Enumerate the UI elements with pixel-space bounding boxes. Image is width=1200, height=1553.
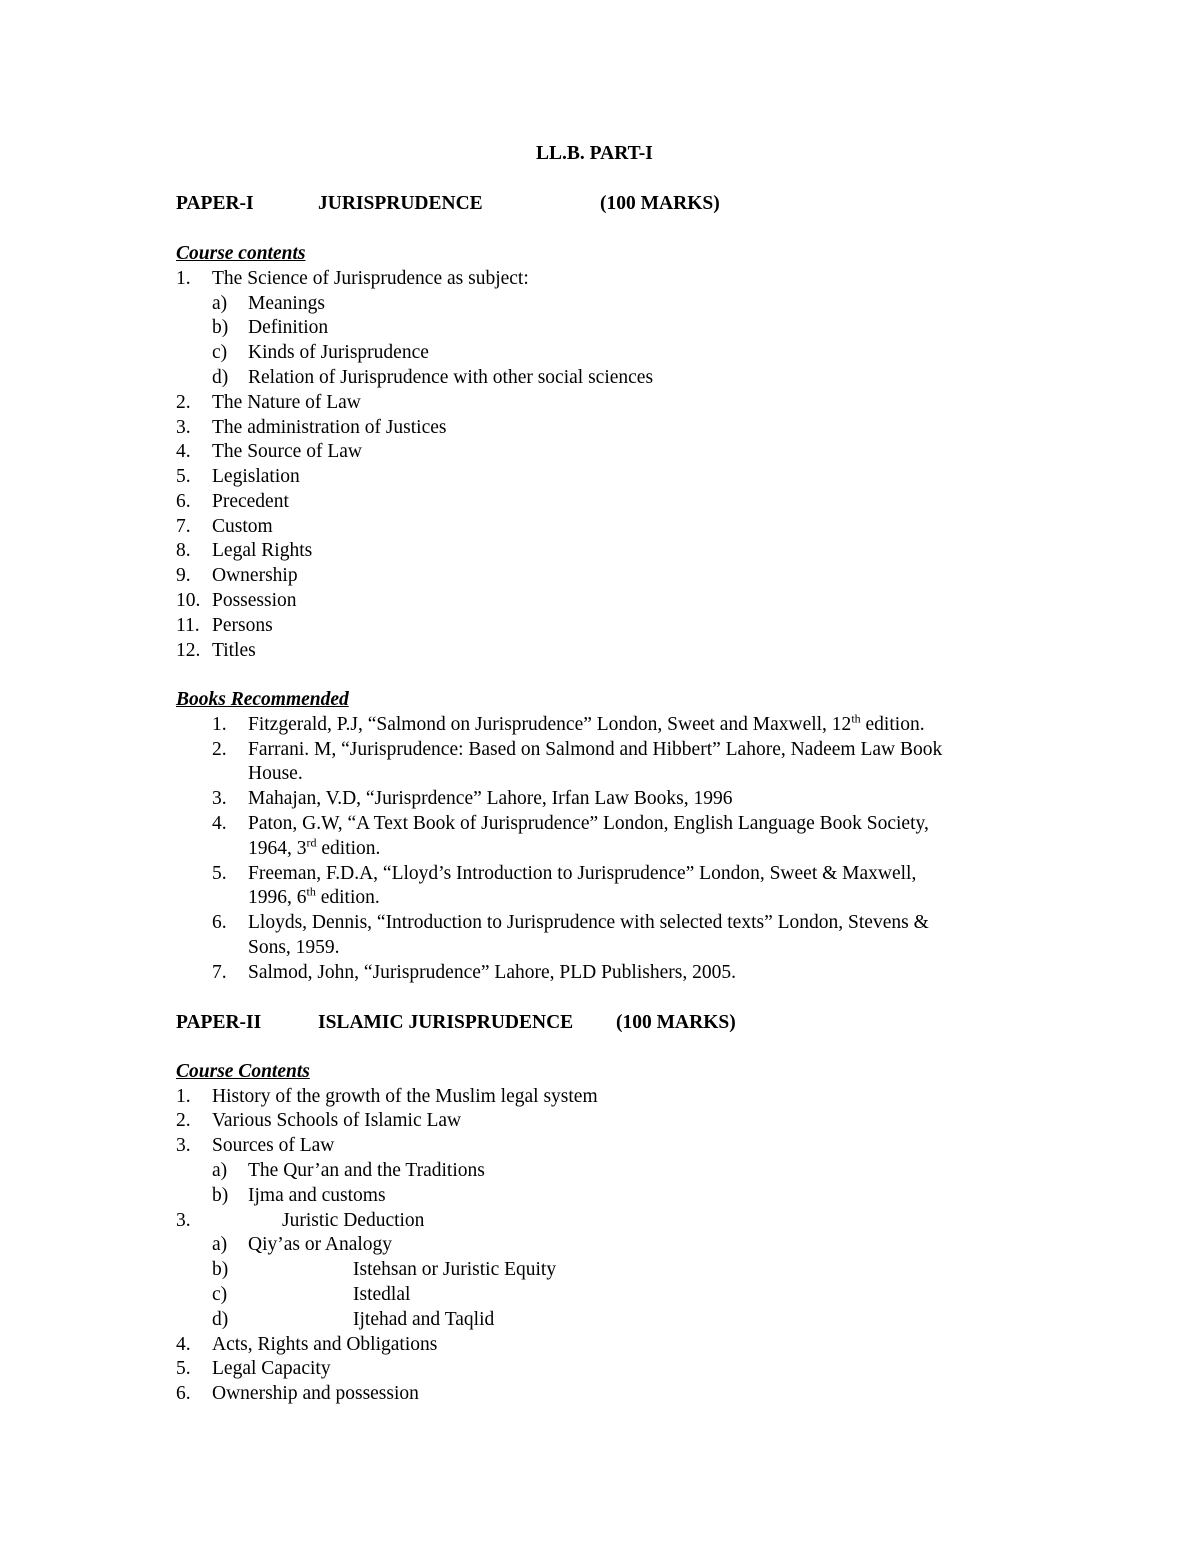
sub-item: Istehsan or Juristic Equity	[353, 1259, 557, 1280]
sub-item: Qiy’as or Analogy	[248, 1234, 393, 1255]
list-item-number: 7.	[176, 516, 191, 537]
ordinal-suffix: th	[306, 884, 316, 899]
book-number: 1.	[212, 714, 227, 735]
book-entry: Paton, G.W, “A Text Book of Jurisprudence” London, English Language Book Society,	[248, 813, 929, 834]
paper2-course-heading: Course Contents	[176, 1061, 310, 1082]
paper2-marks: (100 MARKS)	[616, 1012, 736, 1033]
sub-item: Definition	[248, 317, 329, 338]
book-entry-continued: Sons, 1959.	[248, 937, 340, 958]
sub-item-letter: b)	[212, 317, 229, 338]
book-entry-continued	[248, 837, 380, 861]
sub-item: Istedlal	[353, 1284, 411, 1305]
list-item-number: 3.	[176, 1210, 191, 1231]
sub-item-letter: c)	[212, 342, 228, 363]
list-item-number: 2.	[176, 392, 191, 413]
sub-item-letter: a)	[212, 293, 228, 314]
book-text-end: edition.	[316, 838, 381, 859]
list-item: The Nature of Law	[212, 392, 361, 413]
list-item: The Science of Jurisprudence as subject:	[212, 268, 529, 289]
sub-item: Relation of Jurisprudence with other social sciences	[248, 367, 654, 388]
paper1-course-heading: Course contents	[176, 243, 306, 264]
paper1-marks: (100 MARKS)	[600, 193, 720, 214]
list-item-number: 10.	[176, 590, 201, 611]
list-item: Acts, Rights and Obligations	[212, 1334, 438, 1355]
sub-item: Kinds of Jurisprudence	[248, 342, 429, 363]
list-item-number: 2.	[176, 1110, 191, 1131]
book-number: 6.	[212, 912, 227, 933]
list-item: History of the growth of the Muslim legal system	[212, 1086, 598, 1107]
list-item: Juristic Deduction	[282, 1210, 425, 1231]
paper2-name: ISLAMIC JURISPRUDENCE	[318, 1012, 574, 1033]
sub-item: The Qur’an and the Traditions	[248, 1160, 485, 1181]
sub-item-letter: a)	[212, 1160, 228, 1181]
book-number: 2.	[212, 739, 227, 760]
book-text: 1996, 6	[248, 887, 307, 908]
sub-item-letter: d)	[212, 367, 229, 388]
list-item: Possession	[212, 590, 297, 611]
sub-item-letter: d)	[212, 1309, 229, 1330]
list-item-number: 6.	[176, 491, 191, 512]
list-item-number: 12.	[176, 640, 201, 661]
sub-item-letter: c)	[212, 1284, 228, 1305]
list-item: Legislation	[212, 466, 300, 487]
book-number: 5.	[212, 863, 227, 884]
sub-item: Meanings	[248, 293, 325, 314]
list-item: Persons	[212, 615, 273, 636]
list-item: Titles	[212, 640, 256, 661]
book-entry-continued	[248, 886, 380, 910]
list-item: Ownership and possession	[212, 1383, 419, 1404]
list-item-number: 3.	[176, 417, 191, 438]
book-entry-continued: House.	[248, 763, 303, 784]
book-text: 1964, 3	[248, 838, 307, 859]
sub-item-letter: a)	[212, 1234, 228, 1255]
list-item-number: 5.	[176, 1358, 191, 1379]
list-item-number: 8.	[176, 540, 191, 561]
sub-item: Ijma and customs	[248, 1185, 386, 1206]
ordinal-suffix: rd	[306, 835, 317, 850]
paper1-name: JURISPRUDENCE	[318, 193, 483, 214]
list-item: Ownership	[212, 565, 298, 586]
list-item-number: 1.	[176, 1086, 191, 1107]
book-number: 7.	[212, 962, 227, 983]
list-item: The Source of Law	[212, 441, 362, 462]
book-entry: Lloyds, Dennis, “Introduction to Jurisprudence with selected texts” London, Stevens &	[248, 912, 929, 933]
book-number: 4.	[212, 813, 227, 834]
books-heading: Books Recommended	[176, 689, 349, 710]
book-entry: Mahajan, V.D, “Jurisprdence” Lahore, Irfan Law Books, 1996	[248, 788, 733, 809]
list-item: Sources of Law	[212, 1135, 335, 1156]
sub-item-letter: b)	[212, 1185, 229, 1206]
book-entry	[248, 713, 925, 737]
book-text: Fitzgerald, P.J, “Salmond on Jurisprudence” London, Sweet and Maxwell, 12	[248, 714, 852, 735]
list-item: Precedent	[212, 491, 289, 512]
list-item-number: 9.	[176, 565, 191, 586]
list-item-number: 5.	[176, 466, 191, 487]
list-item: Various Schools of Islamic Law	[212, 1110, 462, 1131]
list-item-number: 3.	[176, 1135, 191, 1156]
list-item-number: 6.	[176, 1383, 191, 1404]
list-item: Legal Capacity	[212, 1358, 331, 1379]
book-entry: Farrani. M, “Jurisprudence: Based on Salmond and Hibbert” Lahore, Nadeem Law Book	[248, 739, 943, 760]
book-entry: Salmod, John, “Jurisprudence” Lahore, PLD Publishers, 2005.	[248, 962, 736, 983]
list-item-number: 4.	[176, 1334, 191, 1355]
sub-item-letter: b)	[212, 1259, 229, 1280]
list-item: Custom	[212, 516, 273, 537]
list-item-number: 1.	[176, 268, 191, 289]
paper1-code: PAPER-I	[176, 193, 254, 214]
list-item: Legal Rights	[212, 540, 313, 561]
book-number: 3.	[212, 788, 227, 809]
list-item-number: 4.	[176, 441, 191, 462]
sub-item: Ijtehad and Taqlid	[353, 1309, 495, 1330]
book-entry: Freeman, F.D.A, “Lloyd’s Introduction to Jurisprudence” London, Sweet & Maxwell,	[248, 863, 917, 884]
book-text-end: edition.	[860, 714, 925, 735]
paper2-code: PAPER-II	[176, 1012, 262, 1033]
ordinal-suffix: th	[851, 711, 861, 726]
list-item: The administration of Justices	[212, 417, 447, 438]
book-text-end: edition.	[315, 887, 380, 908]
document-title: LL.B. PART-I	[536, 143, 653, 164]
list-item-number: 11.	[176, 615, 200, 636]
